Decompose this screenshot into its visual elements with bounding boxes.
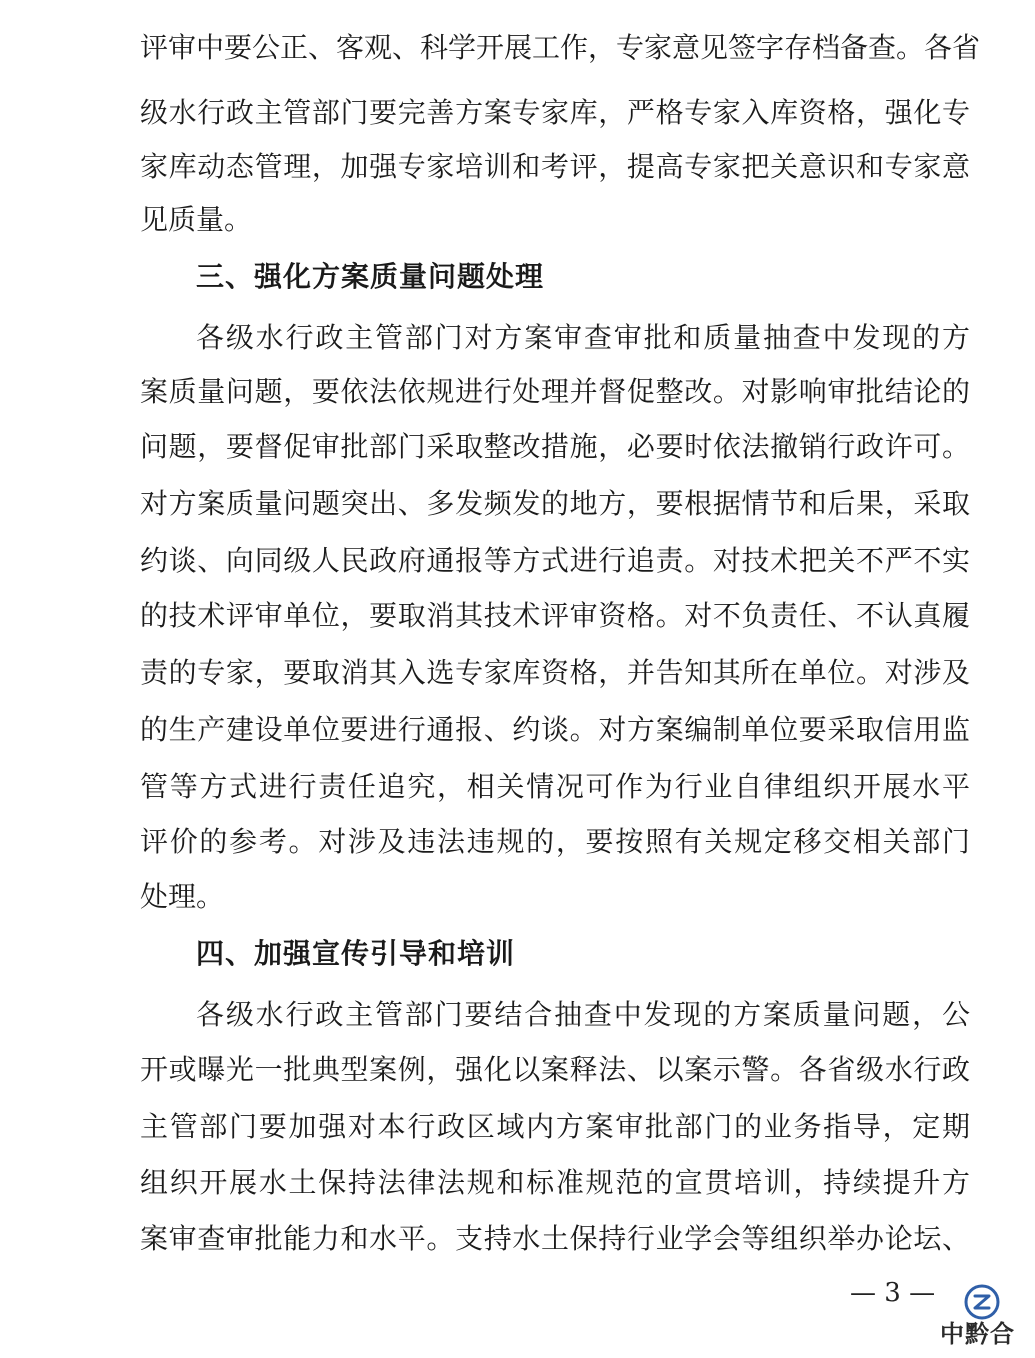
text-line: 约谈、向同级人民政府通报等方式进行追责。对技术把关不严不实	[140, 544, 970, 577]
text-line: 家库动态管理，加强专家培训和考评，提高专家把关意识和专家意	[140, 150, 970, 183]
circle-logo-icon	[963, 1283, 1001, 1321]
text-line: 评价的参考。对涉及违法违规的，要按照有关规定移交相关部门	[140, 825, 970, 858]
text-line: 案审查审批能力和水平。支持水土保持行业学会等组织举办论坛、	[140, 1222, 970, 1255]
text-line: 主管部门要加强对本行政区域内方案审批部门的业务指导，定期	[140, 1110, 970, 1143]
text-line: 案质量问题，要依法依规进行处理并督促整改。对影响审批结论的	[140, 375, 970, 408]
text-line: 见质量。	[140, 203, 253, 236]
text-line: 责的专家，要取消其入选专家库资格，并告知其所在单位。对涉及	[140, 656, 970, 689]
text-line: 各级水行政主管部门对方案审查审批和质量抽查中发现的方	[196, 321, 970, 354]
text-line: 级水行政主管部门要完善方案专家库，严格专家入库资格，强化专	[140, 96, 970, 129]
text-line: 的技术评审单位，要取消其技术评审资格。对不负责任、不认真履	[140, 599, 970, 632]
text-line: 开或曝光一批典型案例，强化以案释法、以案示警。各省级水行政	[140, 1053, 970, 1086]
section-heading: 四、加强宣传引导和培训	[196, 937, 516, 970]
text-line: 组织开展水土保持法律法规和标准规范的宣贯培训，持续提升方	[140, 1166, 970, 1199]
text-line: 管等方式进行责任追究，相关情况可作为行业自律组织开展水平	[140, 770, 970, 803]
text-line: 的生产建设单位要进行通报、约谈。对方案编制单位要采取信用监	[140, 713, 970, 746]
text-line: 问题，要督促审批部门采取整改措施，必要时依法撤销行政许可。	[140, 430, 970, 463]
text-line: 对方案质量问题突出、多发频发的地方，要根据情节和后果，采取	[140, 487, 970, 520]
text-line: 评审中要公正、客观、科学开展工作，专家意见签字存档备查。各省	[140, 31, 981, 64]
watermark-text: 中黔合	[940, 1320, 1015, 1348]
page-number: — 3 —	[850, 1278, 936, 1308]
text-line: 各级水行政主管部门要结合抽查中发现的方案质量问题，公	[196, 998, 970, 1031]
text-line: 处理。	[140, 880, 225, 913]
section-heading: 三、强化方案质量问题处理	[196, 260, 545, 293]
